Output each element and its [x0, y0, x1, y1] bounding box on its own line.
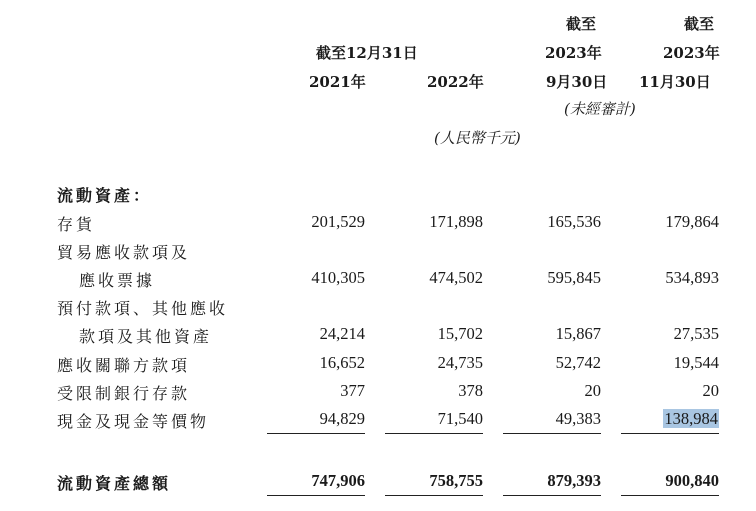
- cell-restricted-nov2023: 20: [702, 381, 719, 400]
- cell-total-nov2023: 900,840: [665, 471, 719, 490]
- subtotal-rule-sep2023: [503, 433, 601, 434]
- subtotal-rule-2022: [385, 433, 483, 434]
- cell-cash-nov2023[interactable]: [609, 409, 719, 429]
- header-year-2023-nov: 2023年: [663, 44, 720, 62]
- header-period-dec31: 截至12月31日: [316, 44, 418, 62]
- header-currency-unit: (人民幣千元): [434, 129, 521, 147]
- row-label-due-from-related: 應收關聯方款項: [57, 356, 191, 375]
- subtotal-rule-2021: [267, 433, 365, 434]
- cell-restricted-2022: 378: [458, 381, 483, 400]
- cell-trade-receivables-2022: 474,502: [429, 268, 483, 287]
- cell-prepayments-nov2023: 27,535: [673, 324, 719, 343]
- cell-inventories-2021: 201,529: [311, 212, 365, 231]
- header-date-nov30: 11月30日: [639, 73, 711, 91]
- cell-total-sep2023: 879,393: [547, 471, 601, 490]
- total-rule-sep2023: [503, 495, 601, 496]
- cell-total-2021: 747,906: [311, 471, 365, 490]
- cell-cash-2021: 94,829: [319, 409, 365, 428]
- header-year-2022: 2022年: [427, 73, 484, 91]
- row-label-total-current-assets: 流動資產總額: [57, 474, 172, 493]
- cell-trade-receivables-sep2023: 595,845: [547, 268, 601, 287]
- cell-trade-receivables-nov2023: 534,893: [665, 268, 719, 287]
- header-as-at-sep: 截至: [566, 15, 597, 33]
- row-label-restricted-deposits: 受限制銀行存款: [57, 384, 191, 403]
- cell-total-2022: 758,755: [429, 471, 483, 490]
- total-rule-nov2023: [621, 495, 719, 496]
- cell-inventories-2022: 171,898: [429, 212, 483, 231]
- row-label-prepayments-line1: 預付款項、其他應收: [57, 299, 229, 318]
- cell-inventories-nov2023: 179,864: [665, 212, 719, 231]
- header-year-2021: 2021年: [309, 73, 366, 91]
- cell-restricted-sep2023: 20: [584, 381, 601, 400]
- selected-text-highlight[interactable]: 138,984: [664, 409, 718, 428]
- header-date-sep30: 9月30日: [546, 73, 608, 91]
- row-label-prepayments-line2: 款項及其他資產: [79, 327, 213, 346]
- header-year-2023-sep: 2023年: [545, 44, 602, 62]
- cell-due-related-2021: 16,652: [319, 353, 365, 372]
- row-label-trade-receivables-line2: 應收票據: [79, 271, 156, 290]
- cell-prepayments-2021: 24,214: [319, 324, 365, 343]
- cell-due-related-nov2023: 19,544: [673, 353, 719, 372]
- cell-due-related-2022: 24,735: [437, 353, 483, 372]
- header-as-at-nov: 截至: [684, 15, 715, 33]
- cell-restricted-2021: 377: [340, 381, 365, 400]
- cell-cash-sep2023: 49,383: [555, 409, 601, 428]
- cell-cash-2022: 71,540: [437, 409, 483, 428]
- cell-inventories-sep2023: 165,536: [547, 212, 601, 231]
- total-rule-2021: [267, 495, 365, 496]
- cell-prepayments-sep2023: 15,867: [555, 324, 601, 343]
- row-label-trade-receivables-line1: 貿易應收款項及: [57, 243, 191, 262]
- cell-prepayments-2022: 15,702: [437, 324, 483, 343]
- cell-due-related-sep2023: 52,742: [555, 353, 601, 372]
- header-unaudited-note: (未經審計): [564, 100, 636, 118]
- cell-trade-receivables-2021: 410,305: [311, 268, 365, 287]
- row-label-inventories: 存貨: [57, 215, 96, 234]
- subtotal-rule-nov2023: [621, 433, 719, 434]
- row-label-cash-equivalents: 現金及現金等價物: [57, 412, 210, 431]
- total-rule-2022: [385, 495, 483, 496]
- section-title-current-assets: 流動資產：: [57, 186, 153, 205]
